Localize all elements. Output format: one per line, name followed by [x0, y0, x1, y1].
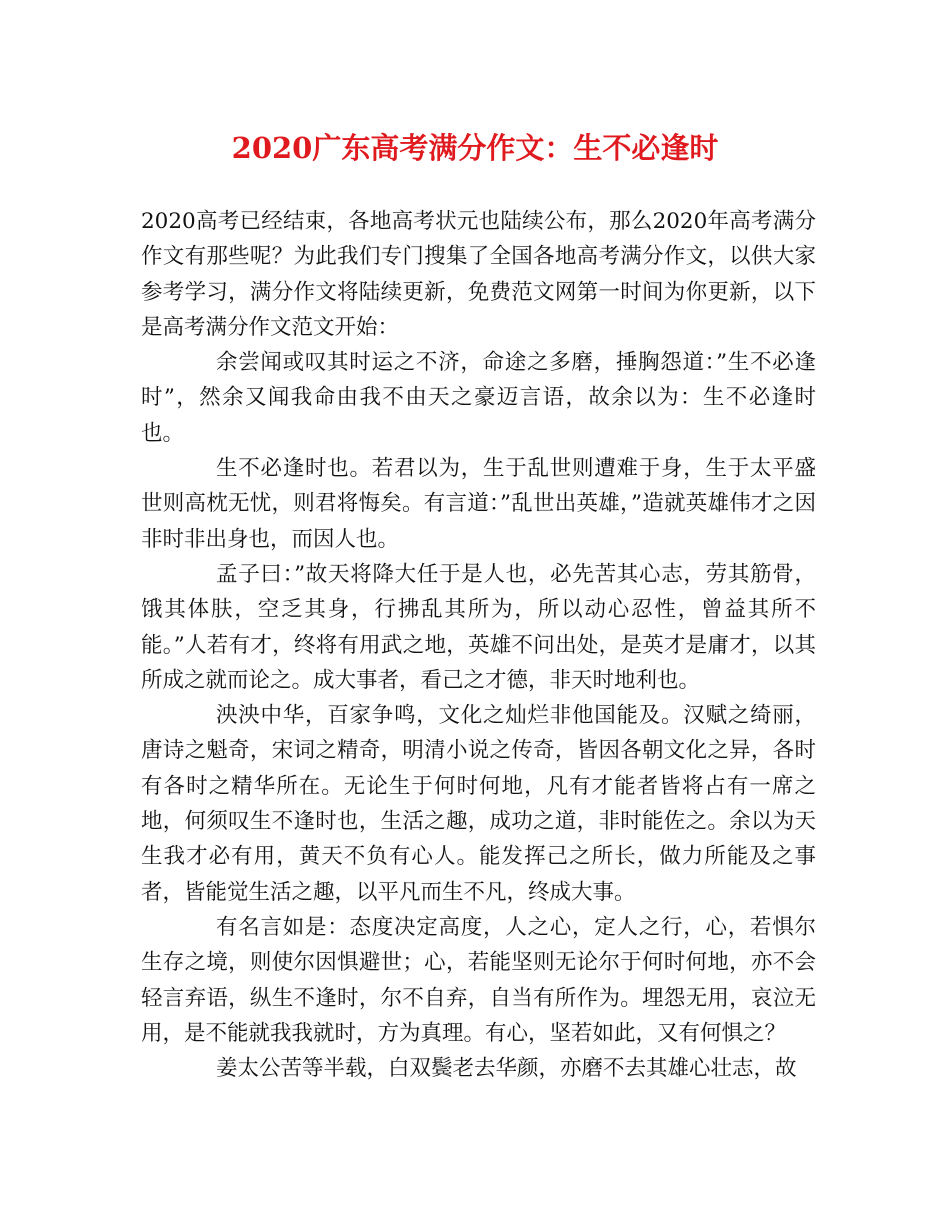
paragraph: 生不必逢时也。若君以为，生于乱世则遭难于身，生于太平盛世则高枕无忧，则君将悔矣。有言道：”乱世出英雄，”造就英雄伟才之因非时非出身也，而因人也。 — [141, 456, 816, 552]
document-body — [141, 204, 816, 1086]
document-title: 2020广东高考满分作文：生不必逢时 — [231, 131, 719, 165]
paragraph: 姜太公苦等半载，白双鬓老去华颜，亦磨不去其雄心壮志，故 — [216, 1056, 797, 1082]
paragraph: 孟子曰：”故天将降大任于是人也，必先苦其心志，劳其筋骨，饿其体肤，空乏其身，行拂乱其所为，所以动心忍性，曾益其所不能。”人若有才，终将有用武之地，英雄不问出处，是英才是庸才，以其所成之就而论之。成大事者，看己之才德，非天时地利也。 — [141, 561, 816, 693]
paragraph-intro: 2020高考已经结束，各地高考状元也陆续公布，那么2020年高考满分作文有那些呢？为此我们专门搜集了全国各地高考满分作文，以供大家参考学习，满分作文将陆续更新，免费范文网第一时间为你更新，以下是高考满分作文范文开始： — [141, 209, 816, 340]
paragraph: 泱泱中华，百家争鸣，文化之灿烂非他国能及。汉赋之绮丽，唐诗之魁奇，宋词之精奇，明清小说之传奇，皆因各朝文化之异，各时有各时之精华所在。无论生于何时何地，凡有才能者皆将占有一席之地，何须叹生不逢时也，生活之趣，成功之道，非时能佐之。余以为天生我才必有用，黄天不负有心人。能发挥己之所长，做力所能及之事者，皆能觉生活之趣，以平凡而生不凡，终成大事。 — [141, 703, 816, 905]
paragraph: 余尝闻或叹其时运之不济，命途之多磨，捶胸怨道：”生不必逢时”，然余又闻我命由我不由天之豪迈言语，故余以为：生不必逢时也。 — [141, 350, 816, 446]
paragraph: 有名言如是：态度决定高度，人之心，定人之行，心，若惧尔生存之境，则使尔因惧避世；心，若能坚则无论尔于何时何地，亦不会轻言弃语，纵生不逢时，尔不自弃，自当有所作为。埋怨无用，哀泣无用，是不能就我我就时，方为真理。有心，坚若如此，又有何惧之？ — [141, 914, 816, 1046]
